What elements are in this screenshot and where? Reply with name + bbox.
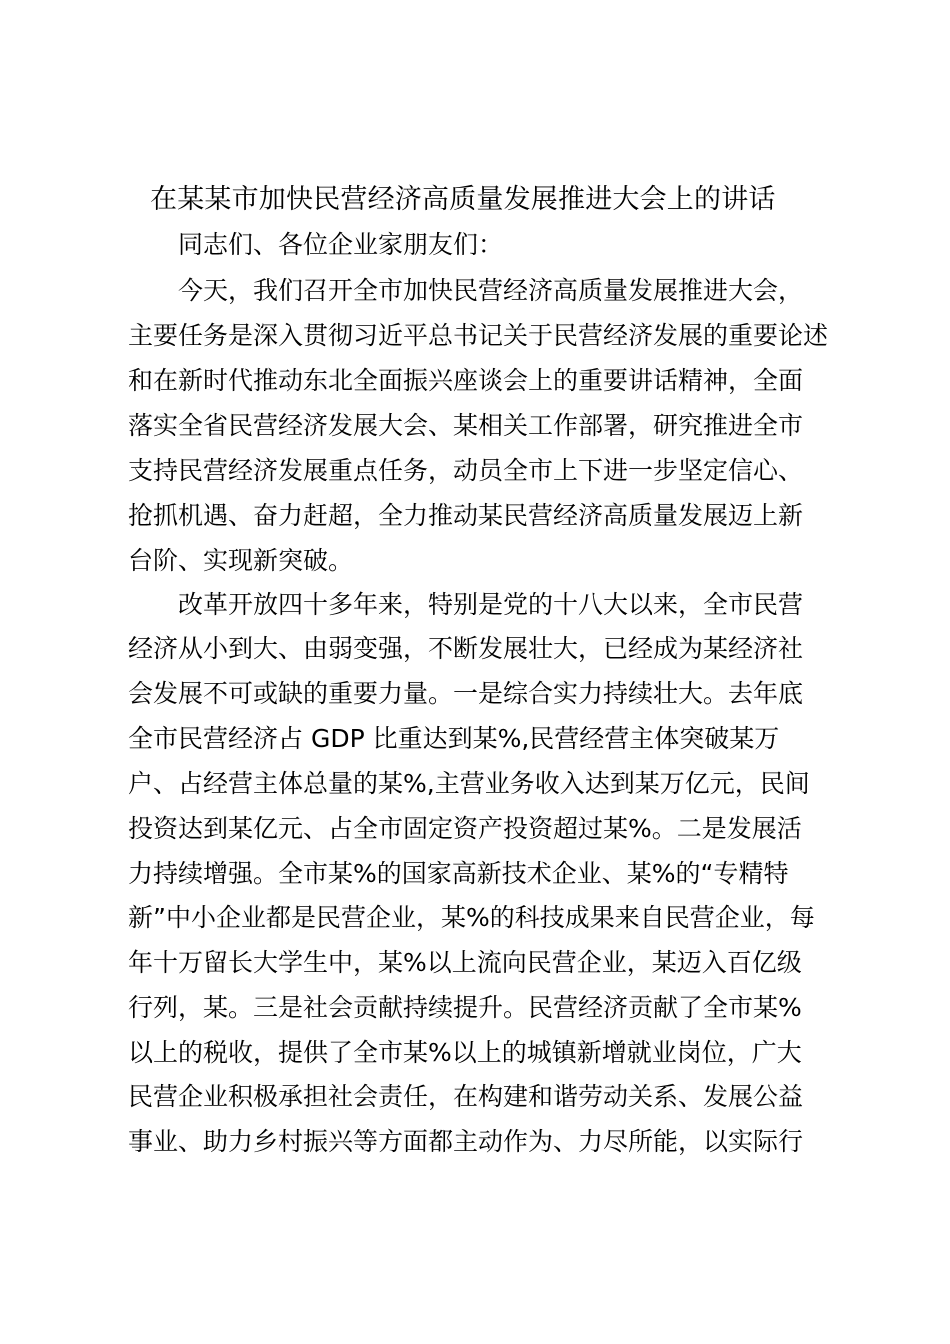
- paragraph-line: 全市民营经济占 GDP 比重达到某%,民营经营主体突破某万: [128, 724, 780, 753]
- paragraph-line: 今天，我们召开全市加快民营经济高质量发展推进大会，: [178, 276, 804, 305]
- paragraph-line: 新”中小企业都是民营企业，某%的科技成果来自民营企业，每: [128, 903, 815, 932]
- paragraph-line: 和在新时代推动东北全面振兴座谈会上的重要讲话精神，全面: [128, 366, 804, 395]
- paragraph-line: 年十万留长大学生中，某%以上流向民营企业，某迈入百亿级: [128, 948, 802, 977]
- paragraph-line: 事业、助力乡村振兴等方面都主动作为、力尽所能，以实际行: [128, 1127, 804, 1156]
- paragraph-line: 抢抓机遇、奋力赶超，全力推动某民营经济高质量发展迈上新: [128, 501, 804, 530]
- paragraph-line: 力持续增强。全市某%的国家高新技术企业、某%的“专精特: [128, 859, 789, 888]
- paragraph-line: 主要任务是深入贯彻习近平总书记关于民营经济发展的重要论述: [128, 321, 829, 350]
- paragraph-line: 民营企业积极承担社会责任，在构建和谐劳动关系、发展公益: [128, 1082, 804, 1111]
- paragraph-line: 投资达到某亿元、占全市固定资产投资超过某%。二是发展活: [128, 814, 802, 843]
- paragraph-line: 会发展不可或缺的重要力量。一是综合实力持续壮大。去年底: [128, 679, 804, 708]
- paragraph-line: 支持民营经济发展重点任务，动员全市上下进一步坚定信心、: [128, 456, 804, 485]
- document-title: 在某某市加快民营经济高质量发展推进大会上的讲话: [150, 184, 776, 215]
- paragraph-line: 以上的税收，提供了全市某%以上的城镇新增就业岗位，广大: [128, 1038, 802, 1067]
- paragraph-line: 落实全省民营经济发展大会、某相关工作部署，研究推进全市: [128, 411, 804, 440]
- salutation: 同志们、各位企业家朋友们：: [178, 230, 504, 259]
- paragraph-line: 台阶、实现新突破。: [128, 546, 354, 575]
- paragraph-line: 行列，某。三是社会贡献持续提升。民营经济贡献了全市某%: [128, 993, 802, 1022]
- paragraph-line: 改革开放四十多年来，特别是党的十八大以来，全市民营: [178, 590, 804, 619]
- paragraph-line: 户、占经营主体总量的某%,主营业务收入达到某万亿元，民间: [128, 769, 810, 798]
- paragraph-line: 经济从小到大、由弱变强，不断发展壮大，已经成为某经济社: [128, 634, 804, 663]
